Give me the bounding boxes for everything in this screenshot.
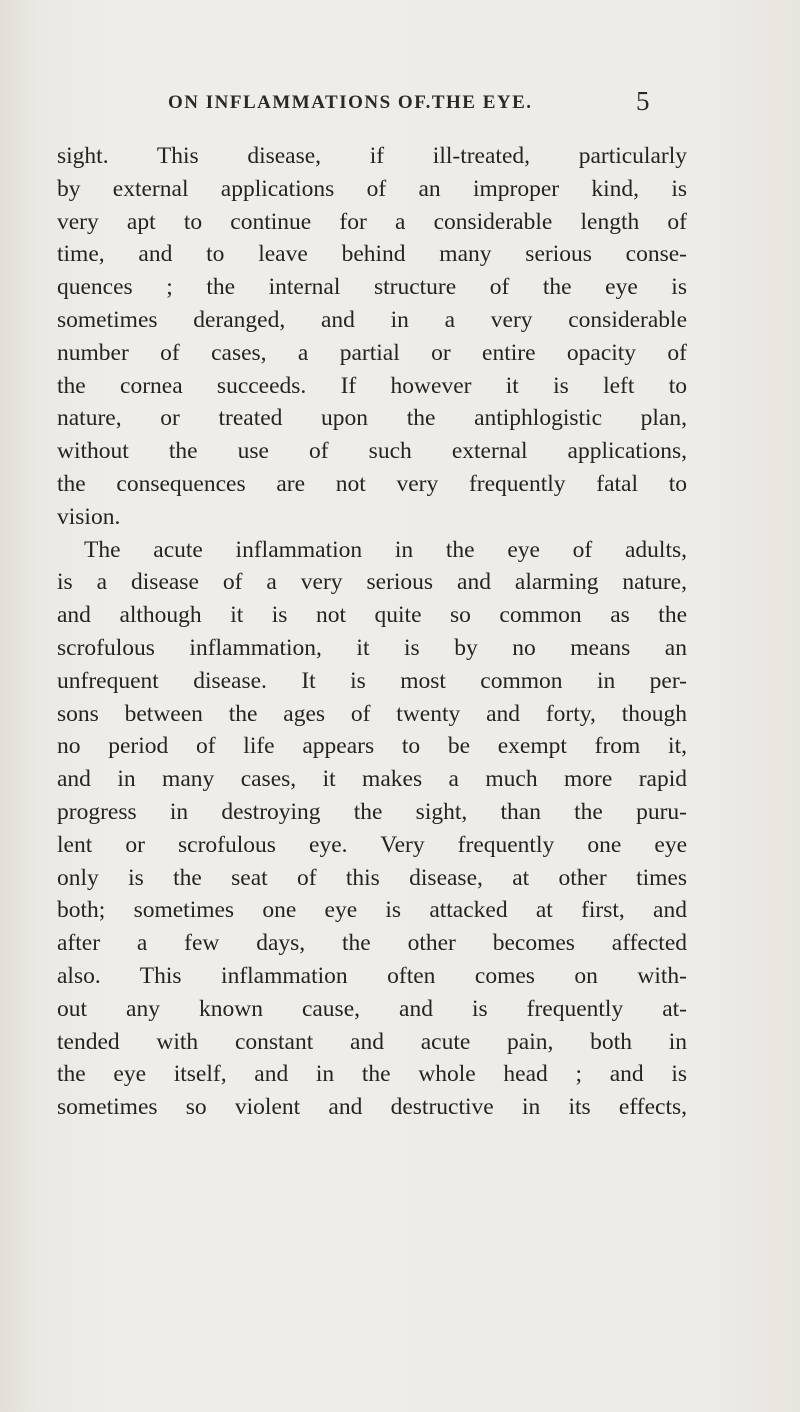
text-line: progress in destroying the sight, than the puru- (57, 798, 687, 825)
text-line: and although it is not quite so common as the (57, 602, 687, 629)
text-line: is a disease of a very serious and alarming nature, (57, 569, 687, 596)
paragraph-start-line: The acute inflammation in the eye of adults, (84, 536, 687, 563)
text-line: very apt to continue for a considerable length of (57, 208, 687, 235)
text-line: by external applications of an improper kind, is (57, 175, 687, 202)
text-line: out any known cause, and is frequently at- (57, 995, 687, 1022)
text-line: sight. This disease, if ill-treated, particularly (57, 143, 687, 169)
body-text (57, 140, 687, 1124)
page-number: 5 (636, 86, 650, 116)
text-line: unfrequent disease. It is most common in per- (57, 667, 687, 694)
page-header (0, 86, 800, 122)
text-line: scrofulous inflammation, it is by no means an (57, 634, 687, 661)
text-line: the consequences are not very frequently fatal to (57, 470, 687, 497)
text-line: number of cases, a partial or entire opacity of (57, 339, 687, 366)
text-line: after a few days, the other becomes affected (57, 930, 687, 957)
text-line: sometimes deranged, and in a very considerable (57, 306, 687, 333)
text-line: quences ; the internal structure of the eye is (57, 274, 687, 301)
text-line: nature, or treated upon the antiphlogistic plan, (57, 405, 687, 432)
text-line: without the use of such external applications, (57, 438, 687, 465)
text-line: sons between the ages of twenty and forty, though (57, 700, 687, 727)
text-line: only is the seat of this disease, at other times (57, 864, 687, 891)
text-line: also. This inflammation often comes on with- (57, 962, 687, 989)
text-line: and in many cases, it makes a much more rapid (57, 766, 687, 793)
running-head: ON INFLAMMATIONS OF.THE EYE. (168, 92, 533, 113)
text-line: lent or scrofulous eye. Very frequently one eye (57, 831, 687, 858)
text-line: sometimes so violent and destructive in its effects, (57, 1094, 687, 1121)
text-line: tended with constant and acute pain, both in (57, 1028, 687, 1055)
text-line: the eye itself, and in the whole head ; and is (57, 1061, 687, 1088)
text-line: vision. (57, 503, 121, 530)
text-line: time, and to leave behind many serious conse- (57, 241, 687, 268)
text-line: both; sometimes one eye is attacked at first, and (57, 897, 687, 924)
text-line: the cornea succeeds. If however it is left to (57, 372, 687, 399)
text-line: no period of life appears to be exempt from it, (57, 733, 687, 760)
